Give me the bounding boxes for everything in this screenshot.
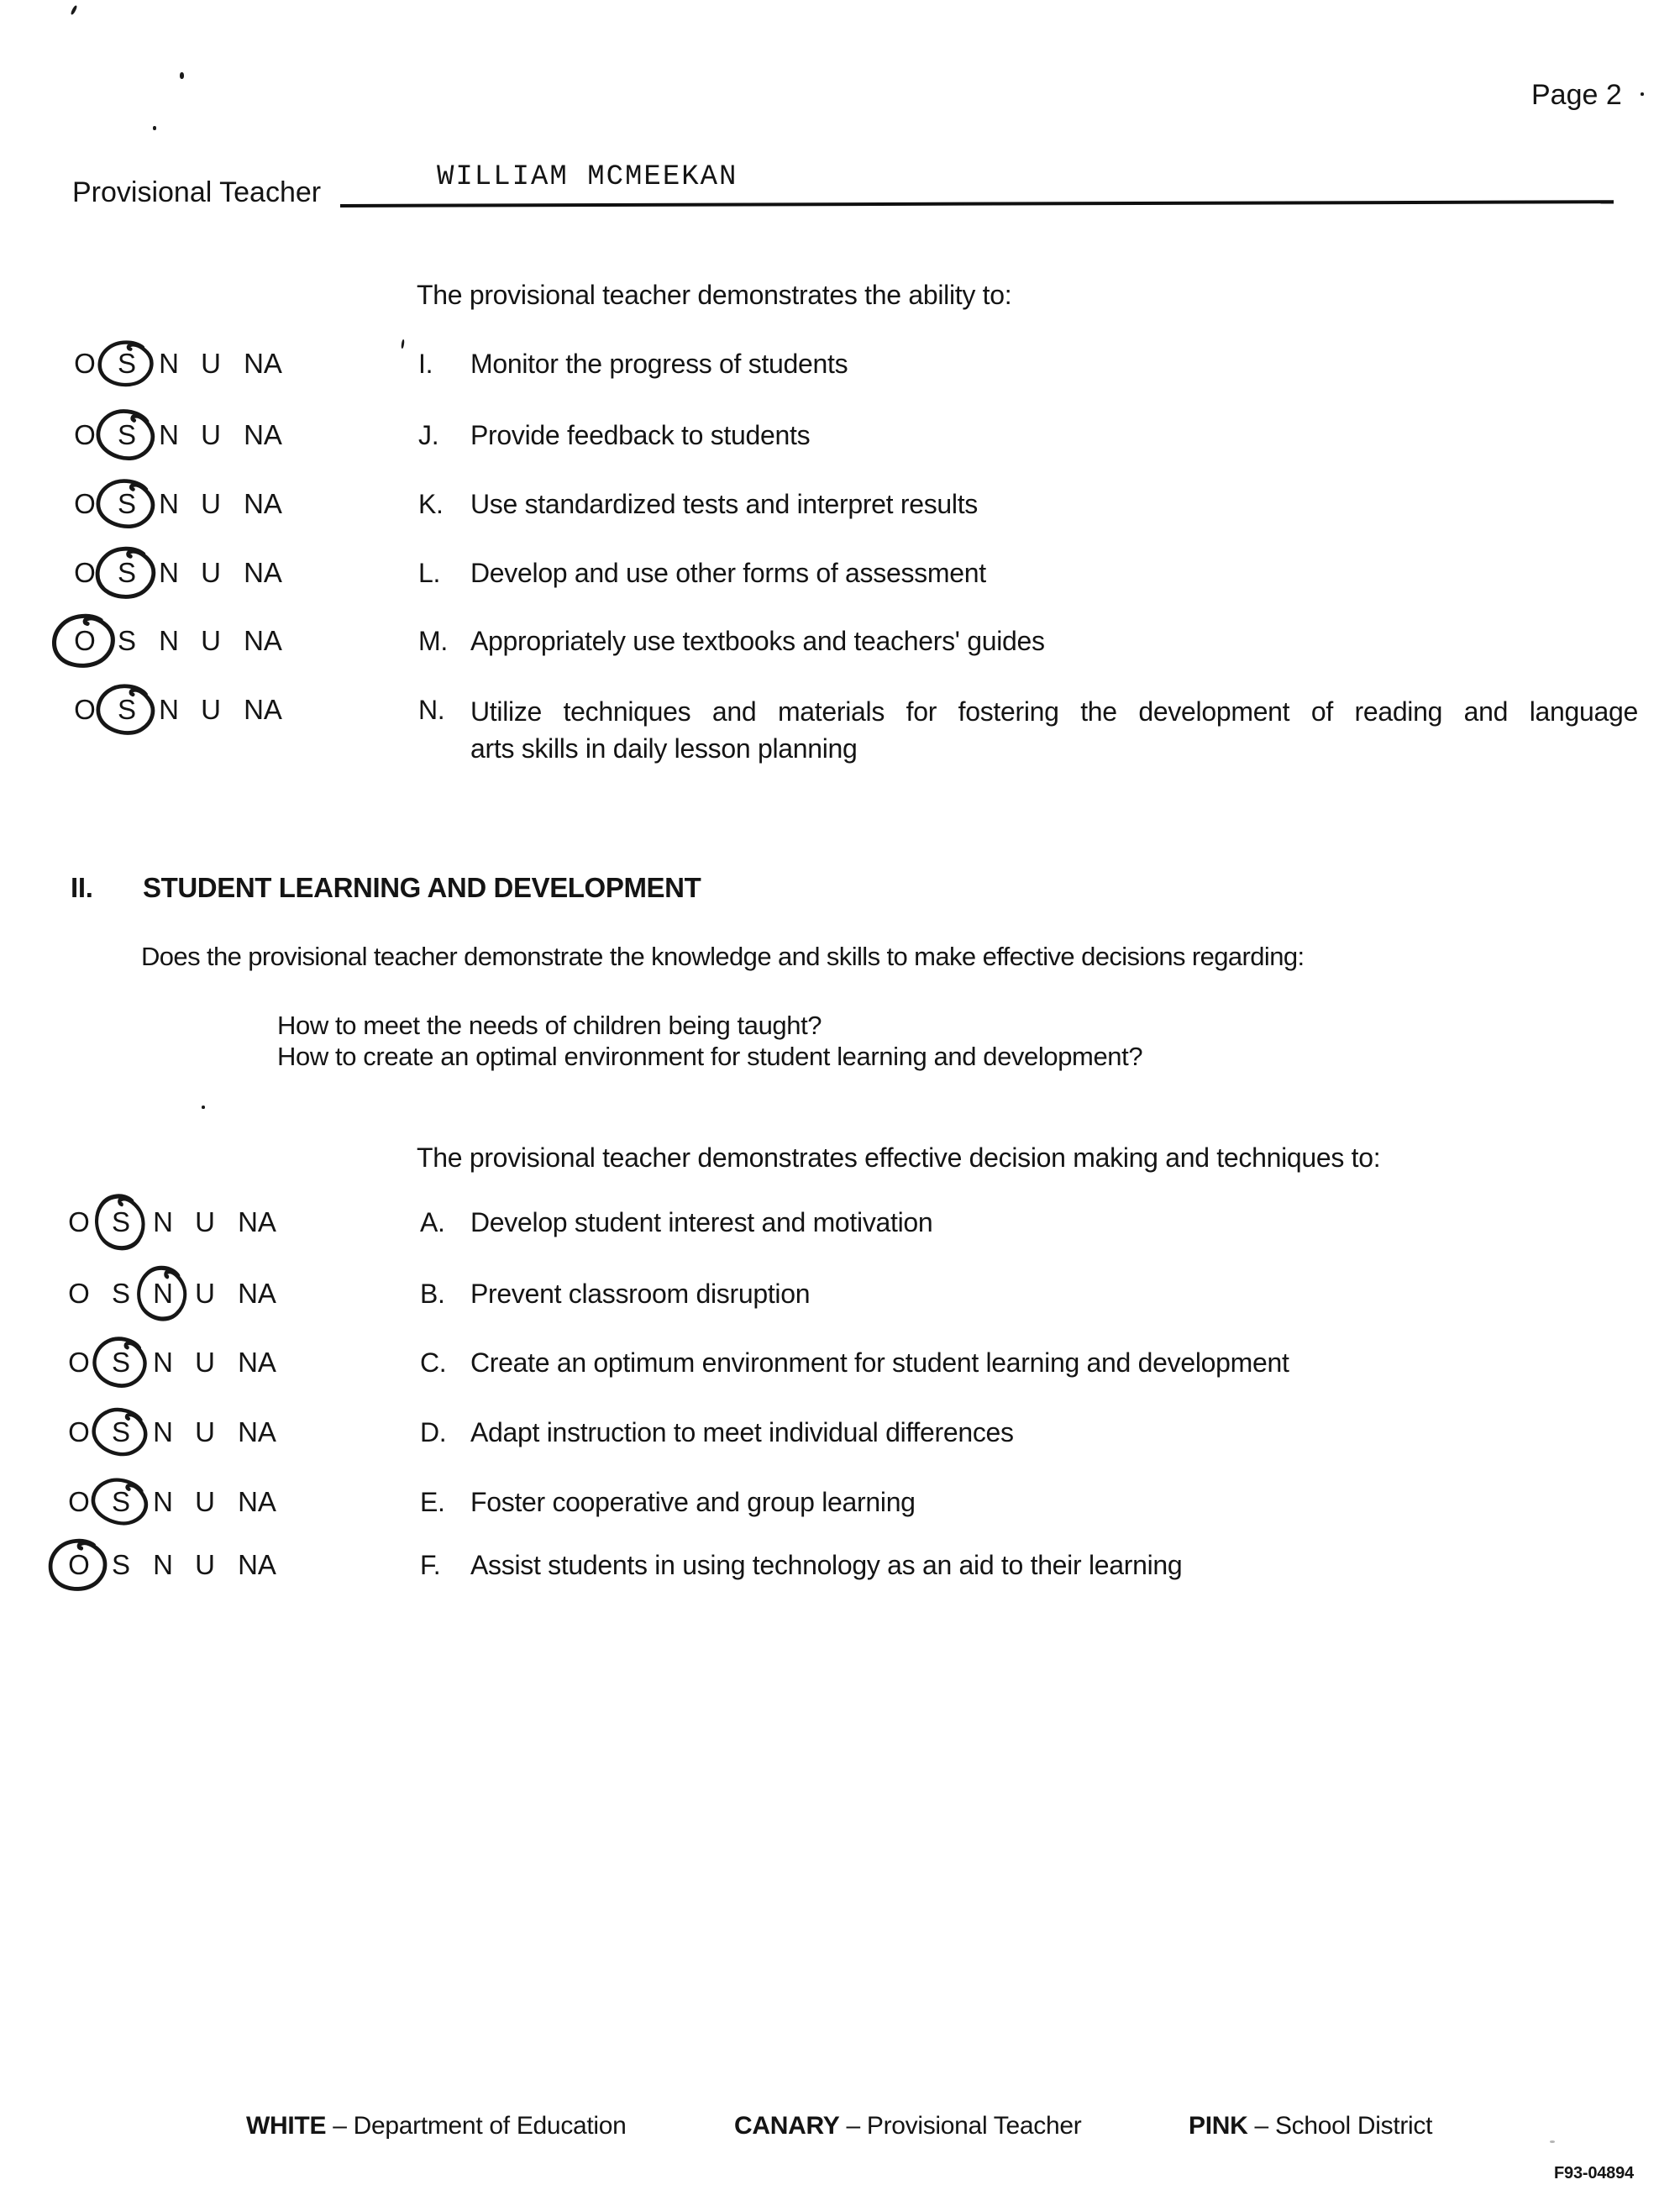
scan-speck xyxy=(70,5,77,15)
rating-option-NA: NA xyxy=(238,1206,276,1237)
item-letter: B. xyxy=(420,1279,445,1309)
section2-intro: The provisional teacher demonstrates effective decision making and techniques to: xyxy=(417,1142,1381,1173)
rating-option-U: U xyxy=(195,1347,215,1378)
rating-option-O: O xyxy=(68,1549,90,1580)
handwritten-circle-mark xyxy=(86,1401,156,1463)
rating-option-N: N xyxy=(153,1416,173,1447)
scan-speck xyxy=(153,126,156,130)
handwritten-circle-mark xyxy=(94,336,160,391)
item-letter: D. xyxy=(420,1417,447,1447)
item-text: Provide feedback to students xyxy=(470,420,811,450)
rating-option-U: U xyxy=(201,625,221,656)
rating-row xyxy=(0,1548,1680,1582)
section2-subquestions xyxy=(277,1010,1142,1072)
copy-recipient: – Provisional Teacher xyxy=(839,2112,1082,2140)
rating-option-S: S xyxy=(111,1347,130,1378)
footer-copy-canary xyxy=(734,2112,1081,2140)
rating-option-N: N xyxy=(159,348,179,379)
rating-option-S: S xyxy=(111,1206,130,1237)
rating-option-U: U xyxy=(195,1416,215,1447)
form-number: F93-04894 xyxy=(1554,2164,1634,2182)
rating-row xyxy=(0,624,1680,658)
rating-option-S: S xyxy=(117,348,136,379)
handwritten-circle-mark xyxy=(91,403,163,467)
rating-option-U: U xyxy=(201,694,221,725)
rating-option-NA: NA xyxy=(238,1347,276,1378)
item-letter: E. xyxy=(420,1487,445,1517)
rating-option-S: S xyxy=(111,1549,130,1580)
item-letter: N. xyxy=(418,695,445,725)
rating-option-NA: NA xyxy=(244,694,282,725)
rating-option-N: N xyxy=(153,1206,173,1237)
item-text: Monitor the progress of students xyxy=(470,349,848,379)
section2-subquestion: How to create an optimal environment for student learning and development? xyxy=(277,1042,1143,1071)
handwritten-circle-mark xyxy=(91,541,164,605)
rating-option-S: S xyxy=(117,419,136,450)
handwritten-circle-mark xyxy=(85,1471,158,1533)
footer-copy-pink xyxy=(1189,2112,1432,2140)
item-text: Develop and use other forms of assessment xyxy=(470,558,986,588)
rating-option-O: O xyxy=(68,1486,90,1517)
copy-recipient: – School District xyxy=(1247,2112,1433,2140)
item-letter: A. xyxy=(420,1207,445,1237)
item-text: Adapt instruction to meet individual differences xyxy=(470,1417,1014,1447)
rating-row xyxy=(0,1485,1680,1519)
rating-row xyxy=(0,1416,1680,1449)
section2-question: Does the provisional teacher demonstrate the knowledge and skills to make effective decisions regarding: xyxy=(141,942,1305,971)
rating-option-U: U xyxy=(201,419,221,450)
rating-option-S: S xyxy=(117,488,136,519)
rating-option-N: N xyxy=(159,488,179,519)
section1-intro: The provisional teacher demonstrates the ability to: xyxy=(417,280,1012,310)
scan-speck xyxy=(180,72,184,79)
item-letter: F. xyxy=(420,1550,441,1580)
handwritten-circle-mark xyxy=(42,1531,117,1599)
copy-color-name: PINK xyxy=(1189,2112,1248,2140)
item-text: Develop student interest and motivation xyxy=(470,1207,933,1237)
rating-option-O: O xyxy=(74,694,96,725)
rating-option-N: N xyxy=(159,419,179,450)
scan-speck xyxy=(1641,92,1644,96)
rating-option-O: O xyxy=(74,488,96,519)
rating-option-NA: NA xyxy=(244,557,282,588)
handwritten-circle-mark xyxy=(87,1186,155,1258)
teacher-name-value: WILLIAM MCMEEKAN xyxy=(437,161,738,193)
scan-speck xyxy=(202,1106,205,1109)
item-text: Foster cooperative and group learning xyxy=(470,1487,916,1517)
rating-row xyxy=(0,556,1680,590)
rating-option-N: N xyxy=(159,557,179,588)
rating-option-O: O xyxy=(74,348,96,379)
rating-option-U: U xyxy=(195,1486,215,1517)
rating-option-NA: NA xyxy=(238,1486,276,1517)
rating-option-O: O xyxy=(68,1278,90,1309)
scan-speck xyxy=(1550,2140,1555,2143)
rating-option-U: U xyxy=(201,348,221,379)
copy-color-name: CANARY xyxy=(734,2112,840,2140)
rating-option-N: N xyxy=(159,694,179,725)
section2-number: II. xyxy=(71,872,93,903)
item-text: Create an optimum environment for student learning and development xyxy=(470,1347,1289,1378)
rating-option-NA: NA xyxy=(238,1416,276,1447)
rating-option-S: S xyxy=(117,557,136,588)
copy-recipient: – Department of Education xyxy=(326,2112,627,2140)
rating-option-S: S xyxy=(117,625,136,656)
rating-option-N: N xyxy=(153,1347,173,1378)
rating-option-NA: NA xyxy=(244,625,282,656)
name-underline xyxy=(340,200,1614,207)
rating-option-U: U xyxy=(195,1549,215,1580)
rating-row xyxy=(0,487,1680,521)
page-number: Page 2 xyxy=(1531,79,1622,111)
rating-option-U: U xyxy=(195,1278,215,1309)
handwritten-circle-mark xyxy=(92,475,161,533)
rating-option-NA: NA xyxy=(244,419,282,450)
rating-row xyxy=(0,1205,1680,1239)
rating-option-O: O xyxy=(68,1416,90,1447)
item-text: Appropriately use textbooks and teachers' guides xyxy=(470,626,1045,656)
rating-option-S: S xyxy=(111,1416,130,1447)
rating-row xyxy=(0,1277,1680,1310)
rating-row xyxy=(0,1346,1680,1379)
rating-option-O: O xyxy=(74,419,96,450)
section2-subquestion: How to meet the needs of children being taught? xyxy=(277,1011,822,1040)
item-text xyxy=(470,693,1638,767)
section2-title: STUDENT LEARNING AND DEVELOPMENT xyxy=(143,872,701,903)
item-letter: I. xyxy=(418,349,433,379)
item-letter: C. xyxy=(420,1347,447,1378)
rating-option-O: O xyxy=(68,1206,90,1237)
rating-option-O: O xyxy=(74,625,96,656)
rating-option-U: U xyxy=(195,1206,215,1237)
footer-copy-white xyxy=(246,2112,627,2140)
handwritten-circle-mark xyxy=(45,606,125,676)
provisional-teacher-label: Provisional Teacher xyxy=(72,176,322,208)
rating-option-N: N xyxy=(153,1549,173,1580)
rating-option-O: O xyxy=(74,557,96,588)
rating-option-S: S xyxy=(111,1278,130,1309)
rating-option-NA: NA xyxy=(238,1549,276,1580)
rating-option-N: N xyxy=(153,1486,173,1517)
rating-option-N: N xyxy=(153,1278,173,1309)
rating-option-NA: NA xyxy=(244,348,282,379)
rating-option-NA: NA xyxy=(244,488,282,519)
item-text: Prevent classroom disruption xyxy=(470,1279,811,1309)
handwritten-circle-mark xyxy=(92,680,160,739)
item-text: Use standardized tests and interpret results xyxy=(470,489,979,519)
handwritten-circle-mark xyxy=(88,1331,155,1393)
rating-option-U: U xyxy=(201,488,221,519)
item-text-line1: Utilize techniques and materials for fostering the development of reading and language xyxy=(470,696,1638,727)
copy-color-name: WHITE xyxy=(246,2112,327,2140)
rating-row xyxy=(0,347,1680,381)
rating-option-O: O xyxy=(68,1347,90,1378)
rating-option-U: U xyxy=(201,557,221,588)
rating-option-NA: NA xyxy=(238,1278,276,1309)
item-letter: L. xyxy=(418,558,441,588)
item-letter: M. xyxy=(418,626,448,656)
handwritten-circle-mark xyxy=(135,1263,191,1324)
item-text-line2: arts skills in daily lesson planning xyxy=(470,733,858,764)
rating-option-S: S xyxy=(117,694,136,725)
item-letter: K. xyxy=(418,489,444,519)
rating-option-N: N xyxy=(159,625,179,656)
rating-row xyxy=(0,418,1680,452)
item-letter: J. xyxy=(418,420,439,450)
item-text: Assist students in using technology as an aid to their learning xyxy=(470,1550,1183,1580)
rating-row xyxy=(0,693,1680,764)
rating-option-S: S xyxy=(111,1486,130,1517)
